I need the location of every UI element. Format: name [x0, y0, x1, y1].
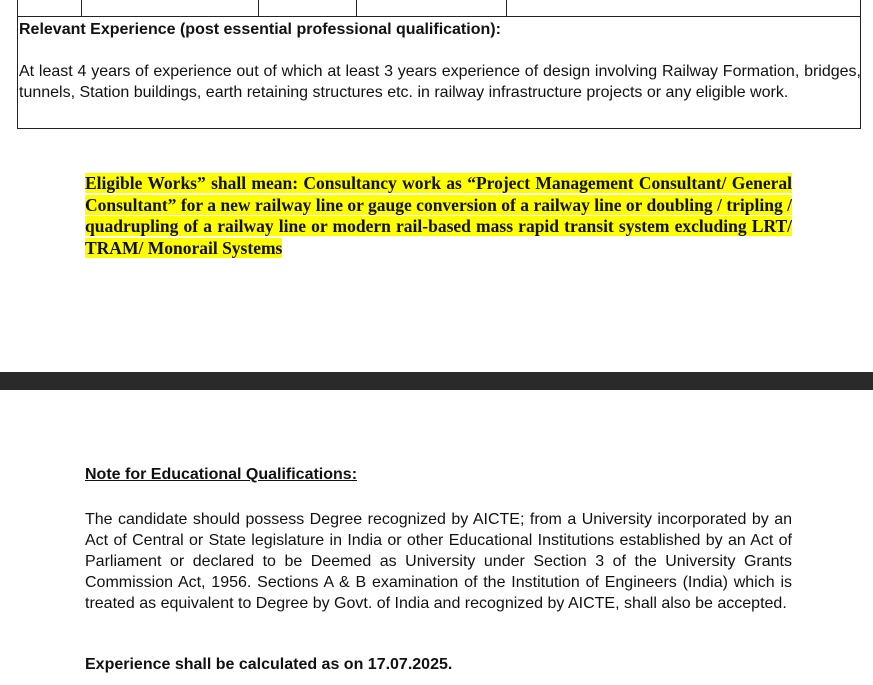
education-note-title: Note for Educational Qualifications: [85, 466, 358, 483]
document-page-2 [0, 390, 873, 685]
education-note-text: The candidate should possess Degree recognized by AICTE; from a University incorporated by an Act of Central or State legislature in India or other Educational Institutions established by an Act of Parliament or declared to be Deemed as University under Section 3 of the University Grants Commission Act, 1956. Sections A & B examination of the Institution of Engineers (India) which is treated as equivalent to Degree by Govt. of India and recognized by AICTE, shall also be accepted. [85, 511, 792, 612]
relevant-experience-heading: Relevant Experience (post essential professional qualification): [19, 21, 501, 38]
experience-calculation-date: Experience shall be calculated as on 17.07.2025. [85, 656, 453, 673]
relevant-experience-text: At least 4 years of experience out of which at least 3 years experience of design involving Railway Formation, bridges, tunnels, Station buildings, earth retaining structures etc. in railway infrastructure projects or any eligible work. [19, 63, 861, 101]
table-row-remnant [17, 0, 861, 17]
table-column-divider [258, 0, 259, 17]
page-separator [0, 372, 873, 390]
relevant-experience-cell [17, 17, 861, 129]
table-column-divider [356, 0, 357, 17]
eligible-works-paragraph [85, 173, 792, 259]
table-column-divider [506, 0, 507, 17]
table-column-divider [81, 0, 82, 17]
eligible-works-highlighted-text: Eligible Works” shall mean: Consultancy work as “Project Management Consultant/ General Consultant” for a new railway line or gauge conversion of a railway line or doubling / tripling / quadrupling of a railway line or modern rail-based mass rapid transit system excluding LRT/ TRAM/ Monorail Systems [85, 173, 792, 258]
